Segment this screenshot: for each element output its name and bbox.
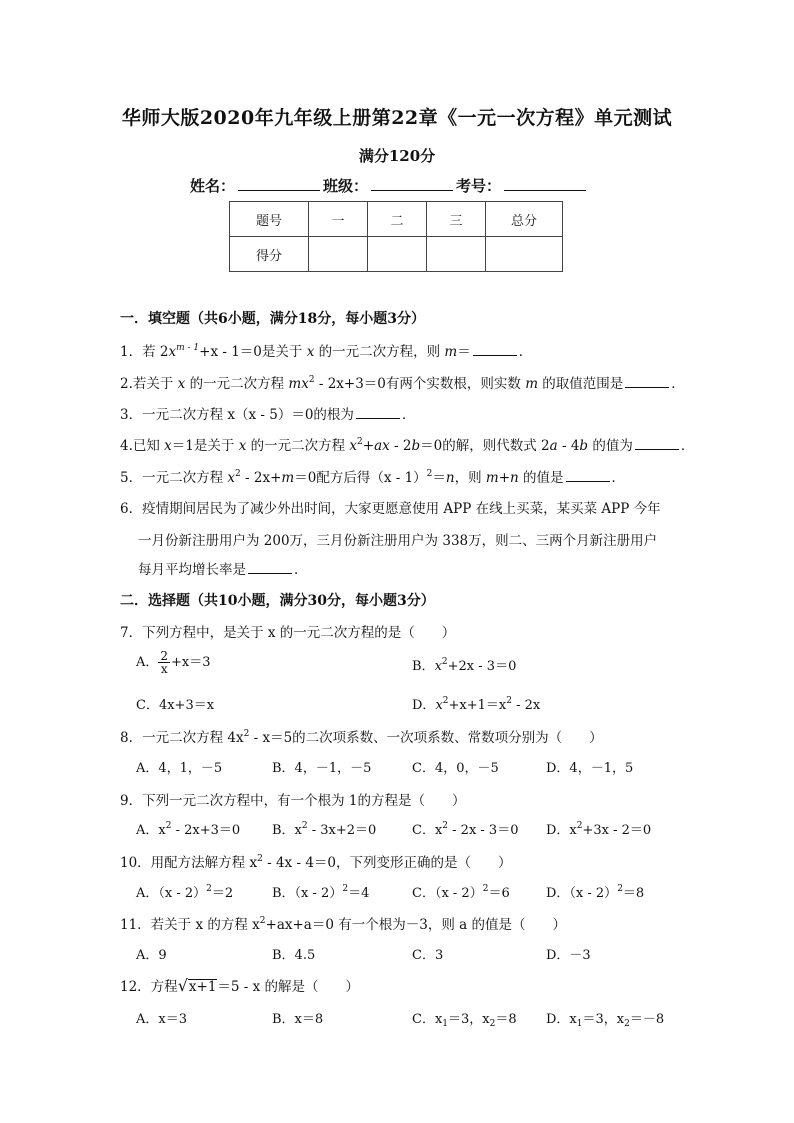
q10-option-a[interactable]: A．（x - 2）$^2$＝2 xyxy=(136,884,234,901)
q10-option-b[interactable]: B．（x - 2）$^2$＝4 xyxy=(272,884,370,901)
page-title: 华师大版2020年九年级上册第22章《一元一次方程》单元测试 xyxy=(121,107,673,129)
question-5: 5．一元二次方程 $x^2 - 2x+m=0$配方后得（x - 1）$^2$＝n，则 m+n 的值是 ． xyxy=(120,469,626,486)
exam-no-blank[interactable] xyxy=(504,176,586,191)
question-6-line2: 一月份新注册用户为 200万，三月份新注册用户为 338万，则二、三两个月新注册用户 xyxy=(138,533,658,549)
question-6-line3: 每月平均增长率是 ． xyxy=(138,562,308,578)
q9-option-d[interactable]: D．$x^2+3x - 2=0$ xyxy=(546,821,652,838)
score-table xyxy=(229,201,563,272)
q7-option-c[interactable]: C．4x+3＝x xyxy=(136,698,215,713)
table-cell: 二 xyxy=(368,202,427,237)
q12-option-b[interactable]: B．x＝8 xyxy=(272,1012,324,1027)
q9-option-a[interactable]: A．$x^2 - 2x+3=0$ xyxy=(136,821,241,838)
answer-blank[interactable] xyxy=(635,437,679,450)
q7-option-b[interactable]: B．$x^2+2x - 3=0$ xyxy=(412,657,517,674)
answer-blank[interactable] xyxy=(248,561,292,574)
question-6-line1: 6．疫情期间居民为了减少外出时间，大家更愿意使用 APP 在线上买菜，某买菜 APP 今年 xyxy=(120,501,661,517)
q12-option-a[interactable]: A．x＝3 xyxy=(136,1012,187,1027)
q7-option-d[interactable]: D．$x^2+x+1=x^2 - 2x$ xyxy=(412,696,541,713)
score-cell[interactable] xyxy=(368,237,427,272)
q11-option-c[interactable]: C．3 xyxy=(412,948,444,963)
score-cell[interactable] xyxy=(309,237,368,272)
full-mark: 满分120分 xyxy=(358,147,436,165)
q8-option-a[interactable]: A．4，1，－5 xyxy=(136,761,223,776)
score-table-score-row xyxy=(230,237,563,272)
section2-heading: 二．选择题（共10小题，满分30分，每小题3分） xyxy=(120,593,435,609)
question-8: 8．一元二次方程 $4x^2 - x=5$的二次项系数、一次项系数、常数项分别为（ ） xyxy=(120,729,603,746)
answer-blank[interactable] xyxy=(566,469,610,482)
q12-option-d[interactable]: D．$x_1=3$，$x_2=-8$ xyxy=(546,1012,665,1029)
question-10: 10．用配方法解方程 $x^2 - 4x - 4=0$，下列变形正确的是（ ） xyxy=(120,854,512,871)
score-table-header-row xyxy=(230,202,563,237)
q7-option-a[interactable]: A． $\frac{2}{x}$ +x＝3 xyxy=(136,649,211,676)
table-cell: 题号 xyxy=(230,202,309,237)
exam-no-label: 考号： xyxy=(456,177,502,195)
q11-option-b[interactable]: B．4.5 xyxy=(272,948,316,963)
q8-option-c[interactable]: C．4，0，－5 xyxy=(412,761,499,776)
question-12: 12．方程√x+1＝5 - x 的解是（ ） xyxy=(120,976,360,995)
answer-blank[interactable] xyxy=(356,406,400,419)
table-cell: 一 xyxy=(309,202,368,237)
question-4: 4.已知 x＝1是关于 x 的一元二次方程 $x^2+ax - 2b=0$的解，则代数式 2a - 4b 的值为 ． xyxy=(120,437,695,454)
question-9: 9．下列一元二次方程中，有一个根为 1的方程是（ ） xyxy=(120,793,466,809)
class-blank[interactable] xyxy=(371,176,453,191)
class-label: 班级： xyxy=(323,177,369,195)
q11-option-d[interactable]: D．－3 xyxy=(546,948,591,963)
sqrt-symbol: √ xyxy=(177,976,188,995)
answer-blank[interactable] xyxy=(473,343,517,356)
q8-option-b[interactable]: B．4，－1，－5 xyxy=(272,761,372,776)
table-cell: 三 xyxy=(427,202,486,237)
q8-option-d[interactable]: D．4，－1，5 xyxy=(546,761,634,776)
question-11: 11．若关于 x 的方程 $x^2+ax+a=0$ 有一个根为－3，则 a 的值是（ ） xyxy=(120,916,566,933)
q9-option-c[interactable]: C．$x^2 - 2x - 3=0$ xyxy=(412,821,519,838)
student-info-line xyxy=(190,175,589,196)
q9-option-b[interactable]: B．$x^2 - 3x+2=0$ xyxy=(272,821,377,838)
table-cell: 得分 xyxy=(230,237,309,272)
score-cell[interactable] xyxy=(427,237,486,272)
q11-option-a[interactable]: A．9 xyxy=(136,948,167,963)
question-7: 7．下列方程中，是关于 x 的一元二次方程的是（ ） xyxy=(120,625,456,641)
table-cell: 总分 xyxy=(486,202,563,237)
question-1: 1．若 $2x^{m - 1}+x - 1=0$是关于 x 的一元二次方程，则 m＝ ． xyxy=(120,343,533,360)
question-2: 2.若关于 x 的一元二次方程 $mx^2 - 2x+3=0$有两个实数根，则实数 m 的取值范围是 ． xyxy=(120,375,685,392)
q12-option-c[interactable]: C．$x_1=3$，$x_2=8$ xyxy=(412,1012,517,1029)
answer-blank[interactable] xyxy=(625,375,669,388)
question-3: 3．一元二次方程 x（x - 5）＝0的根为 ． xyxy=(120,407,416,423)
q10-option-d[interactable]: D．（x - 2）$^2$＝8 xyxy=(546,884,645,901)
name-blank[interactable] xyxy=(238,176,320,191)
name-label: 姓名： xyxy=(190,177,236,195)
section1-heading: 一．填空题（共6小题，满分18分，每小题3分） xyxy=(120,311,425,327)
q10-option-c[interactable]: C．（x - 2）$^2$＝6 xyxy=(412,884,510,901)
score-cell[interactable] xyxy=(486,237,563,272)
